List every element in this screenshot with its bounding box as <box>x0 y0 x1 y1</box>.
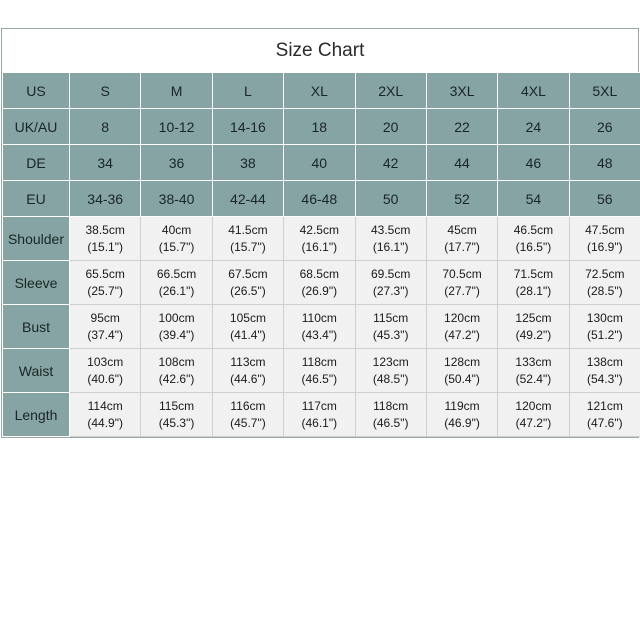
measurement-cm: 95cm <box>90 310 120 325</box>
size-value-cell: 36 <box>141 145 212 181</box>
measurement-cell <box>284 349 355 393</box>
measurement-label: Waist <box>3 349 70 393</box>
measurement-cell <box>141 261 212 305</box>
size-table-body <box>3 73 640 437</box>
measurement-inch: (45.7") <box>230 415 266 430</box>
size-value-cell: 10-12 <box>141 109 212 145</box>
size-value-cell: 48 <box>569 145 640 181</box>
measurement-cm: 138cm <box>586 354 623 369</box>
size-row-de <box>3 145 640 181</box>
measurement-inch: (15.7") <box>230 239 266 254</box>
size-value-cell: 4XL <box>498 73 569 109</box>
measurement-inch: (46.1") <box>301 415 338 430</box>
measurement-cm: 69.5cm <box>371 266 411 281</box>
measurement-cm: 123cm <box>372 354 409 369</box>
measurement-cm: 108cm <box>158 354 195 369</box>
measurement-cm: 66.5cm <box>156 266 197 281</box>
measurement-row-length <box>3 393 640 437</box>
measurement-inch: (46.5") <box>372 415 409 430</box>
measurement-inch: (26.5") <box>230 283 266 298</box>
measurement-label: Bust <box>3 305 70 349</box>
measurement-inch: (41.4") <box>230 327 266 342</box>
measurement-cell <box>426 261 497 305</box>
size-value-cell: 24 <box>498 109 569 145</box>
size-system-label: US <box>3 73 70 109</box>
size-value-cell: 42-44 <box>212 181 283 217</box>
size-table <box>2 72 640 437</box>
measurement-cell <box>569 261 640 305</box>
measurement-cell <box>212 217 283 261</box>
measurement-cell <box>569 349 640 393</box>
measurement-cell <box>284 217 355 261</box>
measurement-cm: 121cm <box>586 398 623 413</box>
measurement-cell <box>284 261 355 305</box>
measurement-inch: (42.6") <box>158 371 195 386</box>
measurement-cm: 120cm <box>515 398 552 413</box>
size-value-cell: 54 <box>498 181 569 217</box>
measurement-inch: (15.7") <box>158 239 195 254</box>
size-value-cell: 26 <box>569 109 640 145</box>
measurement-cell <box>355 305 426 349</box>
measurement-inch: (50.4") <box>444 371 480 386</box>
measurement-cm: 65.5cm <box>85 266 125 281</box>
measurement-cm: 46.5cm <box>513 222 554 237</box>
size-value-cell: 44 <box>426 145 497 181</box>
size-value-cell: 20 <box>355 109 426 145</box>
measurement-cm: 68.5cm <box>299 266 339 281</box>
size-value-cell: 46 <box>498 145 569 181</box>
measurement-inch: (16.5") <box>515 239 552 254</box>
measurement-cell <box>569 217 640 261</box>
size-row-us <box>3 73 640 109</box>
measurement-inch: (17.7") <box>444 239 480 254</box>
size-row-eu <box>3 181 640 217</box>
size-chart <box>1 28 639 438</box>
measurement-cell <box>141 217 212 261</box>
measurement-inch: (54.3") <box>587 371 623 386</box>
measurement-label: Sleeve <box>3 261 70 305</box>
size-value-cell: XL <box>284 73 355 109</box>
measurement-inch: (16.1") <box>301 239 338 254</box>
measurement-row-waist <box>3 349 640 393</box>
measurement-inch: (28.5") <box>587 283 623 298</box>
measurement-cell <box>498 217 569 261</box>
measurement-cm: 119cm <box>444 398 480 413</box>
measurement-label: Length <box>3 393 70 437</box>
measurement-cell <box>70 217 141 261</box>
measurement-cm: 120cm <box>444 310 481 325</box>
size-value-cell: 38-40 <box>141 181 212 217</box>
measurement-cm: 70.5cm <box>442 266 482 281</box>
measurement-cm: 47.5cm <box>585 222 625 237</box>
size-value-cell: 40 <box>284 145 355 181</box>
measurement-cell <box>70 393 141 437</box>
size-value-cell: 42 <box>355 145 426 181</box>
measurement-cell <box>141 393 212 437</box>
measurement-cell <box>498 393 569 437</box>
measurement-inch: (28.1") <box>515 283 552 298</box>
measurement-inch: (44.9") <box>87 415 123 430</box>
measurement-cell <box>498 305 569 349</box>
measurement-inch: (45.3") <box>372 327 409 342</box>
measurement-row-sleeve <box>3 261 640 305</box>
measurement-cm: 113cm <box>230 354 266 369</box>
measurement-inch: (46.9") <box>444 415 480 430</box>
size-value-cell: 38 <box>212 145 283 181</box>
measurement-cell <box>141 305 212 349</box>
size-value-cell: L <box>212 73 283 109</box>
measurement-cm: 43.5cm <box>371 222 411 237</box>
measurement-inch: (46.5") <box>301 371 338 386</box>
measurement-cm: 40cm <box>161 222 192 237</box>
measurement-inch: (27.7") <box>444 283 480 298</box>
measurement-inch: (26.9") <box>301 283 338 298</box>
measurement-inch: (43.4") <box>301 327 338 342</box>
measurement-cm: 45cm <box>447 222 477 237</box>
measurement-cm: 118cm <box>301 354 337 369</box>
measurement-inch: (48.5") <box>372 371 409 386</box>
measurement-cell <box>569 305 640 349</box>
size-value-cell: 14-16 <box>212 109 283 145</box>
measurement-cm: 116cm <box>230 398 266 413</box>
size-system-label: EU <box>3 181 70 217</box>
measurement-cell <box>212 349 283 393</box>
measurement-cell <box>284 393 355 437</box>
measurement-inch: (49.2") <box>515 327 552 342</box>
measurement-cell <box>569 393 640 437</box>
measurement-cm: 115cm <box>158 398 195 413</box>
size-value-cell: 5XL <box>569 73 640 109</box>
measurement-inch: (45.3") <box>158 415 195 430</box>
measurement-cell <box>212 305 283 349</box>
measurement-cell <box>355 261 426 305</box>
measurement-cell <box>355 349 426 393</box>
measurement-cell <box>70 305 141 349</box>
size-value-cell: 18 <box>284 109 355 145</box>
measurement-cell <box>355 217 426 261</box>
size-value-cell: 8 <box>70 109 141 145</box>
size-chart-title: Size Chart <box>1 28 639 72</box>
size-value-cell: 34 <box>70 145 141 181</box>
measurement-cell <box>498 261 569 305</box>
size-value-cell: 56 <box>569 181 640 217</box>
measurement-cm: 115cm <box>373 310 409 325</box>
measurement-inch: (51.2") <box>587 327 623 342</box>
measurement-cell <box>355 393 426 437</box>
measurement-cm: 103cm <box>87 354 124 369</box>
measurement-inch: (47.2") <box>444 327 480 342</box>
measurement-cm: 133cm <box>515 354 552 369</box>
measurement-inch: (39.4") <box>158 327 195 342</box>
size-system-label: UK/AU <box>3 109 70 145</box>
measurement-label: Shoulder <box>3 217 70 261</box>
measurement-inch: (47.6") <box>587 415 623 430</box>
size-value-cell: 50 <box>355 181 426 217</box>
measurement-row-bust <box>3 305 640 349</box>
measurement-cell <box>284 305 355 349</box>
measurement-cell <box>212 261 283 305</box>
measurement-cell <box>70 349 141 393</box>
size-table-frame <box>1 72 639 438</box>
measurement-inch: (27.3") <box>372 283 409 298</box>
measurement-cell <box>141 349 212 393</box>
measurement-cm: 110cm <box>301 310 337 325</box>
measurement-inch: (16.1") <box>372 239 409 254</box>
measurement-cm: 114cm <box>87 398 123 413</box>
measurement-inch: (25.7") <box>87 283 123 298</box>
size-value-cell: 2XL <box>355 73 426 109</box>
measurement-cell <box>498 349 569 393</box>
measurement-cm: 128cm <box>444 354 481 369</box>
size-value-cell: 52 <box>426 181 497 217</box>
size-value-cell: 3XL <box>426 73 497 109</box>
measurement-cell <box>426 305 497 349</box>
measurement-inch: (40.6") <box>87 371 123 386</box>
measurement-inch: (47.2") <box>515 415 552 430</box>
size-value-cell: 22 <box>426 109 497 145</box>
measurement-cell <box>70 261 141 305</box>
measurement-cell <box>426 393 497 437</box>
measurement-cm: 105cm <box>229 310 266 325</box>
measurement-cm: 72.5cm <box>585 266 625 281</box>
measurement-cm: 41.5cm <box>228 222 268 237</box>
measurement-cm: 130cm <box>586 310 623 325</box>
size-value-cell: M <box>141 73 212 109</box>
measurement-cm: 67.5cm <box>228 266 268 281</box>
measurement-inch: (37.4") <box>87 327 123 342</box>
measurement-cell <box>212 393 283 437</box>
measurement-cm: 117cm <box>301 398 337 413</box>
measurement-cell <box>426 217 497 261</box>
measurement-inch: (16.9") <box>587 239 623 254</box>
size-row-uk-au <box>3 109 640 145</box>
measurement-cm: 118cm <box>373 398 409 413</box>
measurement-cm: 125cm <box>515 310 552 325</box>
measurement-inch: (44.6") <box>230 371 266 386</box>
measurement-cm: 71.5cm <box>513 266 554 281</box>
measurement-inch: (15.1") <box>87 239 123 254</box>
size-value-cell: 46-48 <box>284 181 355 217</box>
measurement-cm: 100cm <box>158 310 195 325</box>
size-value-cell: 34-36 <box>70 181 141 217</box>
size-value-cell: S <box>70 73 141 109</box>
size-system-label: DE <box>3 145 70 181</box>
measurement-row-shoulder <box>3 217 640 261</box>
measurement-inch: (52.4") <box>515 371 552 386</box>
measurement-inch: (26.1") <box>158 283 195 298</box>
measurement-cell <box>426 349 497 393</box>
measurement-cm: 38.5cm <box>85 222 125 237</box>
measurement-cm: 42.5cm <box>299 222 339 237</box>
